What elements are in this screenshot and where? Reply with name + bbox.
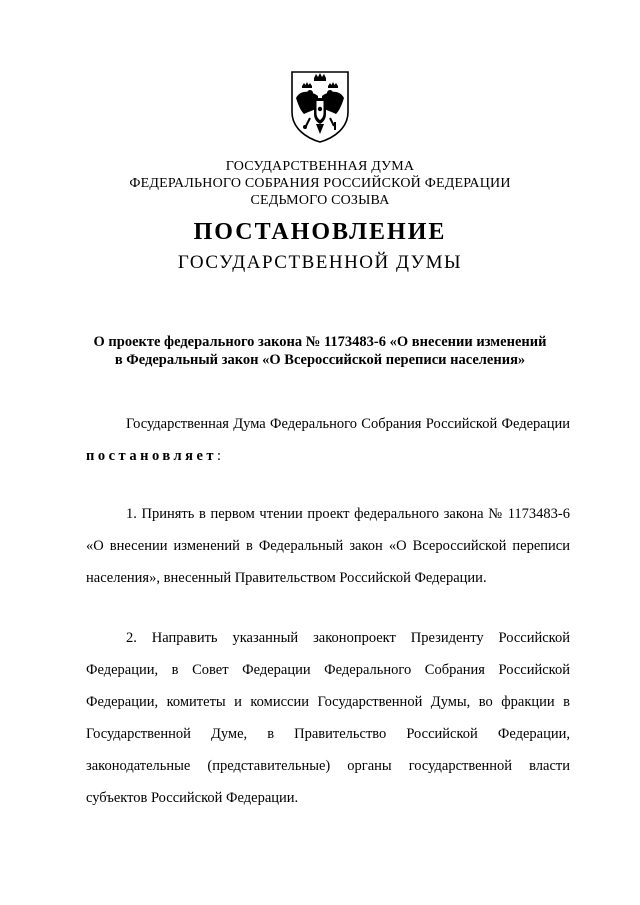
item-2-text: 2. Направить указанный законопроект Президенту Российской Федерации, в Совет Федерации Федерального Собрания Российской Федерации, комитеты и комиссии Государственной Думы, во фракции в Государственной Думе, в Правительство Российской Федерации, законодательные (представительные) органы государственной власти субъектов Российской Федерации. bbox=[86, 630, 570, 806]
document-type: ПОСТАНОВЛЕНИЕ bbox=[193, 219, 447, 245]
double-headed-eagle-coat-of-arms-icon bbox=[288, 68, 352, 144]
item-1-paragraph bbox=[86, 498, 570, 594]
header-line-2: ФЕДЕРАЛЬНОГО СОБРАНИЯ РОССИЙСКОЙ ФЕДЕРАЦИИ bbox=[129, 176, 511, 191]
intro-colon: : bbox=[217, 448, 222, 464]
intro-paragraph bbox=[86, 408, 570, 472]
document-title bbox=[60, 333, 580, 369]
title-line-1: О проекте федерального закона № 1173483-6 «О внесении изменений bbox=[93, 334, 547, 350]
item-1-text: 1. Принять в первом чтении проект федерального закона № 1173483-6 «О внесении изменений в Федеральный закон «О Всероссийской переписи населения», внесенный Правительством Российской Федерации. bbox=[86, 506, 570, 586]
document-subtype: ГОСУДАРСТВЕННОЙ ДУМЫ bbox=[177, 252, 463, 273]
item-2-paragraph bbox=[86, 622, 570, 814]
header-line-3: СЕДЬМОГО СОЗЫВА bbox=[250, 193, 390, 208]
header-line-1: ГОСУДАРСТВЕННАЯ ДУМА bbox=[225, 159, 415, 174]
title-line-2: в Федеральный закон «О Всероссийской переписи населения» bbox=[114, 352, 526, 368]
decision-word: постановляет bbox=[86, 448, 218, 464]
issuing-body-header bbox=[0, 158, 640, 209]
intro-text: Государственная Дума Федерального Собрания Российской Федерации bbox=[126, 416, 570, 432]
